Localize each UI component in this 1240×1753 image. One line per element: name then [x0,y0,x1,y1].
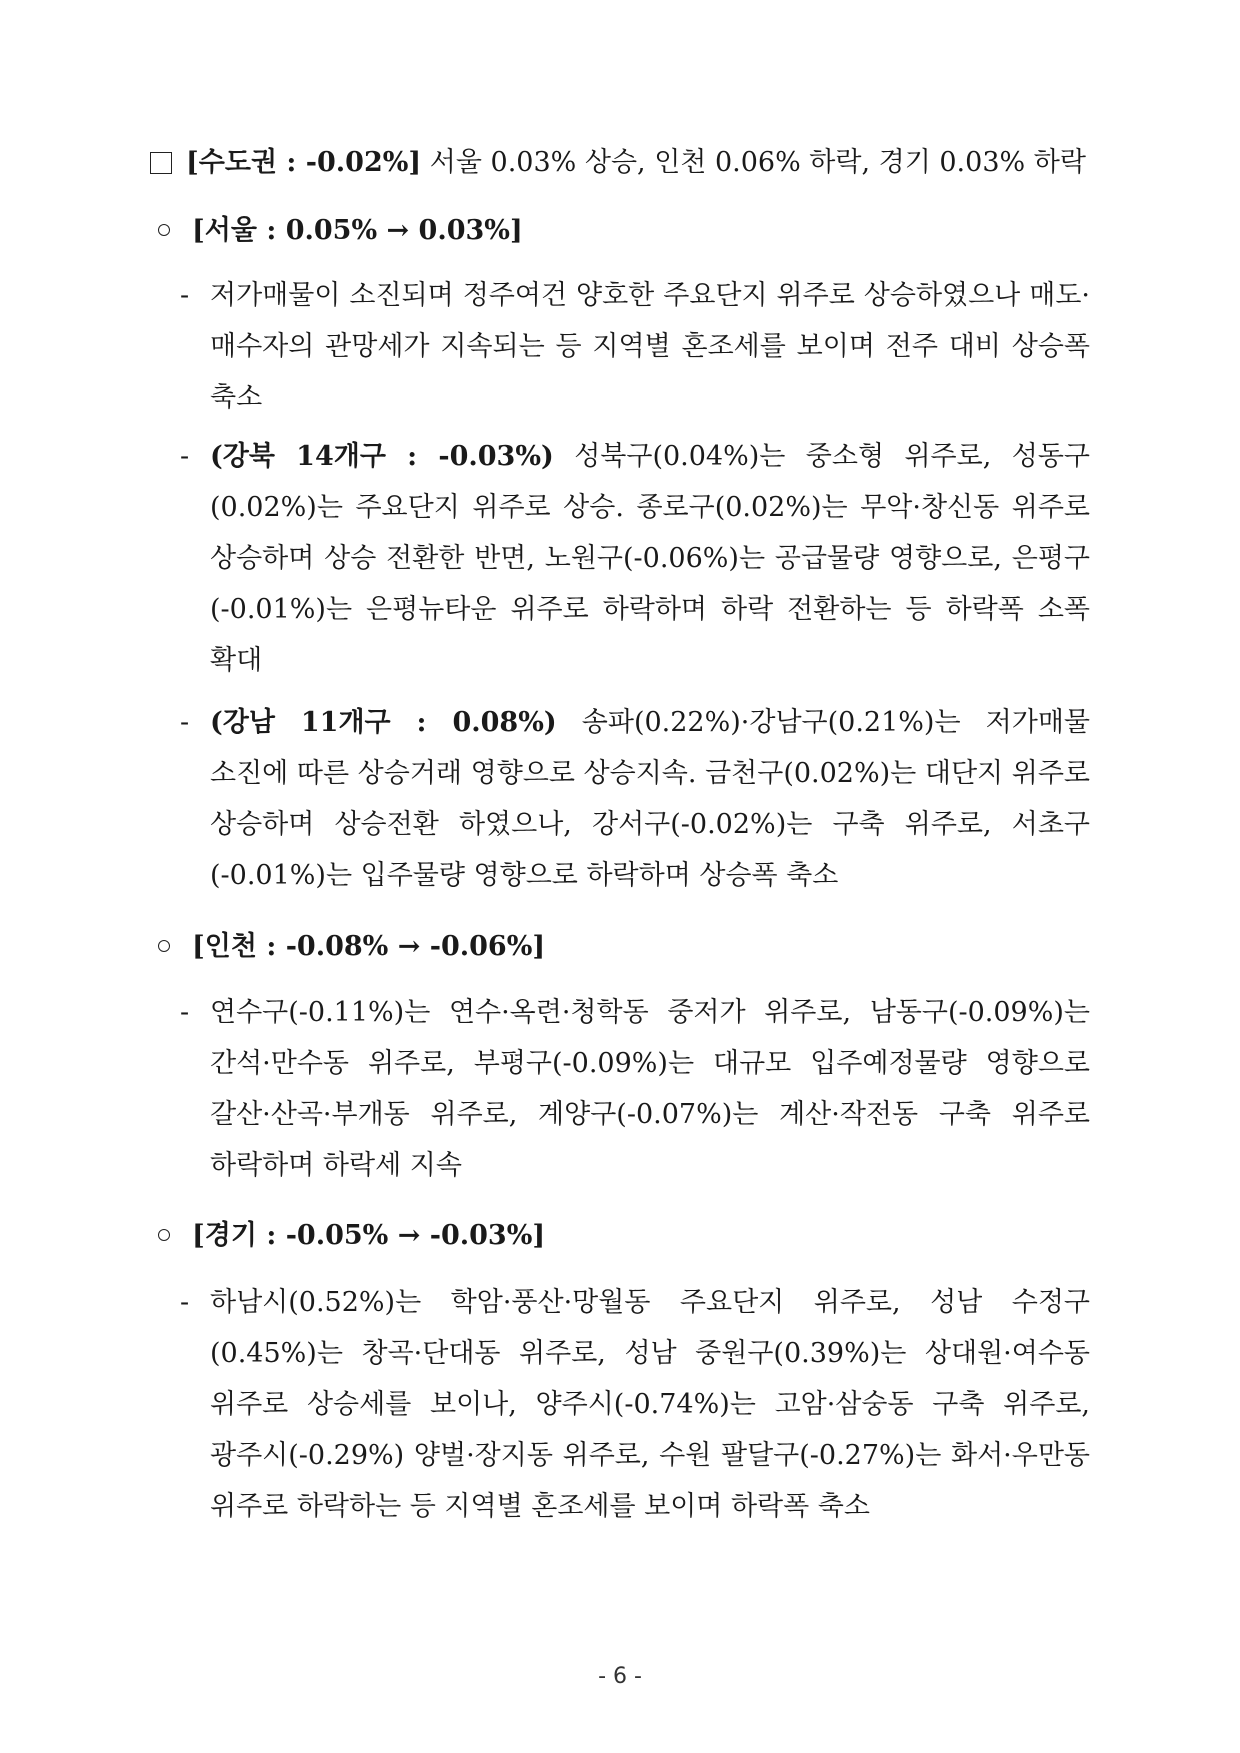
page-number: - 6 - [598,1664,642,1689]
bullet-gangbuk [180,431,1090,686]
dash-marker: - [180,997,190,1028]
bullet-lead: (강남 11개구 : 0.08%) [210,707,557,738]
bullet-text: 저가매물이 소진되며 정주여건 양호한 주요단지 위주로 상승하였으나 매도·매수자의 관망세가 지속되는 등 지역별 혼조세를 보이며 전주 대비 상승폭 축소 [210,280,1090,413]
bullet-incheon [180,987,1090,1191]
bullet-gangnam [180,697,1090,901]
summary-label: [수도권 : -0.02%] [186,147,422,178]
dash-marker: - [180,1287,190,1318]
bullet-text: (강남 11개구 : 0.08%) 송파(0.22%)·강남구(0.21%)는 저가매물 소진에 따른 상승거래 영향으로 상승지속. 금천구(0.02%)는 대단지 위주로 상승하며 상승전환 하였으나, 강서구(-0.02%)는 구축 위주로, 서초구(-0.01%)는 입주물량 영향으로 하락하며 상승폭 축소 [210,707,1090,891]
section-title-gyeonggi: [경기 : -0.05% → -0.03%] [158,1213,545,1259]
bullet-lead: (강북 14개구 : -0.03%) [210,441,554,472]
dash-marker: - [180,441,190,472]
bullet-text: 하남시(0.52%)는 학암·풍산·망월동 주요단지 위주로, 성남 수정구(0.45%)는 창곡·단대동 위주로, 성남 중원구(0.39%)는 상대원·여수동 위주로 상승세를 보이나, 양주시(-0.74%)는 고암·삼숭동 구축 위주로, 광주시(-0.29%) 양벌·장지동 위주로, 수원 팔달구(-0.27%)는 화서·우만동 위주로 하락하는 등 지역별 혼조세를 보이며 하락폭 축소 [210,1287,1090,1522]
bullet-text: (강북 14개구 : -0.03%) 성북구(0.04%)는 중소형 위주로, 성동구(0.02%)는 주요단지 위주로 상승. 종로구(0.02%)는 무악·창신동 위주로 상승하며 상승 전환한 반면, 노원구(-0.06%)는 공급물량 영향으로, 은평구(-0.01%)는 은평뉴타운 위주로 하락하며 하락 전환하는 등 하락폭 소폭 확대 [210,441,1090,676]
bullet-gyeonggi [180,1277,1090,1532]
dash-marker: - [180,280,190,311]
bullet-text: 연수구(-0.11%)는 연수·옥련·청학동 중저가 위주로, 남동구(-0.09%)는 간석·만수동 위주로, 부평구(-0.09%)는 대규모 입주예정물량 영향으로 갈산·산곡·부개동 위주로, 계양구(-0.07%)는 계산·작전동 구축 위주로 하락하며 하락세 지속 [210,997,1090,1181]
dash-marker: - [180,707,190,738]
summary-line [150,140,1090,186]
section-title-incheon: [인천 : -0.08% → -0.06%] [158,924,545,970]
circle-bullet-icon [158,224,170,236]
checkbox-icon [150,152,172,174]
summary-text: 서울 0.03% 상승, 인천 0.06% 하락, 경기 0.03% 하락 [421,147,1086,178]
circle-bullet-icon [158,1229,170,1241]
circle-bullet-icon [158,940,170,952]
bullet-seoul-overview [180,270,1090,423]
section-title-seoul: [서울 : 0.05% → 0.03%] [158,208,523,254]
